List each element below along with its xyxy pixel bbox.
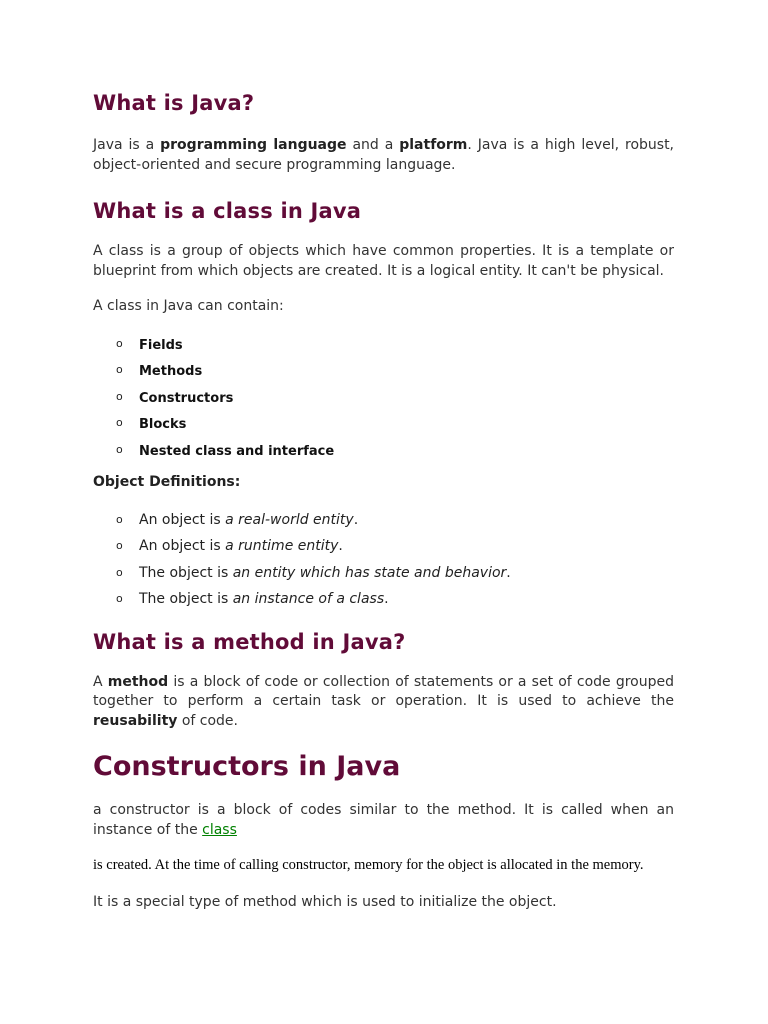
heading-what-is-java: What is Java? — [93, 91, 255, 115]
circle-bullet-icon: o — [116, 565, 123, 579]
list-item — [93, 507, 674, 534]
list-item-label: Methods — [139, 364, 203, 379]
objdef-emphasis: a real-world entity — [225, 511, 354, 528]
list-item — [93, 410, 674, 437]
method-text-2: is a block of code or collection of statements or a set of code grouped together to perform a certain task or operation. It is used to achieve the — [93, 673, 675, 709]
constructors-paragraph-1 — [93, 801, 674, 840]
circle-bullet-icon: o — [116, 592, 123, 605]
list-item — [93, 437, 674, 464]
document-content — [93, 88, 674, 912]
objdef-prefix: The object is — [139, 564, 233, 581]
list-item — [93, 586, 674, 613]
objdef-emphasis: a runtime entity — [225, 538, 339, 554]
circle-bullet-icon: o — [116, 336, 123, 350]
list-item — [93, 357, 674, 384]
objdef-prefix: An object is — [139, 538, 226, 554]
circle-bullet-icon: o — [116, 416, 123, 429]
circle-bullet-icon: o — [116, 363, 123, 376]
list-item — [93, 560, 674, 587]
java-intro-bold-1: programming language — [160, 137, 347, 153]
list-item-label: Blocks — [139, 417, 187, 432]
circle-bullet-icon: o — [116, 512, 123, 526]
java-intro-bold-2: platform — [399, 137, 468, 153]
list-item-label: Fields — [139, 337, 183, 353]
method-paragraph — [93, 673, 674, 732]
java-intro-text-2: and a — [346, 137, 400, 153]
constructors-text-1: a constructor is a block of codes similar to the method. It is called when an instance of the — [93, 802, 674, 838]
objdef-suffix: . — [506, 564, 511, 581]
constructors-paragraph-3: It is a special type of method which is used to initialize the object. — [93, 893, 557, 910]
list-item — [93, 384, 674, 411]
object-definitions-list — [93, 507, 674, 613]
list-item — [93, 331, 674, 358]
java-intro-paragraph — [93, 136, 674, 175]
objdef-prefix: The object is — [139, 591, 233, 607]
class-contain-paragraph: A class in Java can contain: — [93, 298, 284, 314]
method-text-1: A — [93, 673, 108, 690]
objdef-emphasis: an instance of a class — [232, 591, 385, 607]
circle-bullet-icon: o — [116, 442, 123, 456]
class-contents-list — [93, 331, 674, 464]
circle-bullet-icon: o — [116, 539, 123, 552]
objdef-suffix: . — [353, 511, 359, 528]
heading-what-is-method: What is a method in Java? — [93, 629, 406, 654]
heading-constructors: Constructors in Java — [93, 751, 401, 782]
list-item — [93, 533, 674, 560]
class-definition-paragraph: A class is a group of objects which have common properties. It is a template or blueprint from which objects are created. It is a logical entity. It can't be physical. — [93, 243, 674, 279]
objdef-emphasis: an entity which has state and behavior — [232, 564, 507, 581]
method-text-3: of code. — [177, 712, 238, 729]
objdef-suffix: . — [338, 538, 343, 554]
objdef-prefix: An object is — [139, 511, 226, 528]
heading-what-is-class: What is a class in Java — [93, 199, 362, 223]
objdef-suffix: . — [384, 591, 389, 607]
method-bold-2: reusability — [93, 712, 178, 729]
circle-bullet-icon: o — [116, 389, 123, 403]
list-item-label: Nested class and interface — [139, 443, 335, 459]
constructors-paragraph-2: is created. At the time of calling constructor, memory for the object is allocated in the memory. — [93, 857, 644, 873]
java-intro-text-3: . Java is a high level, robust, object-oriented and secure programming language. — [93, 137, 675, 173]
object-definitions-label — [93, 473, 674, 493]
java-intro-text-1: Java is a — [93, 137, 161, 153]
list-item-label: Constructors — [139, 390, 234, 406]
class-link[interactable]: class — [202, 821, 237, 838]
object-definitions-label-text: Object Definitions: — [93, 474, 241, 490]
method-bold-1: method — [107, 673, 169, 690]
